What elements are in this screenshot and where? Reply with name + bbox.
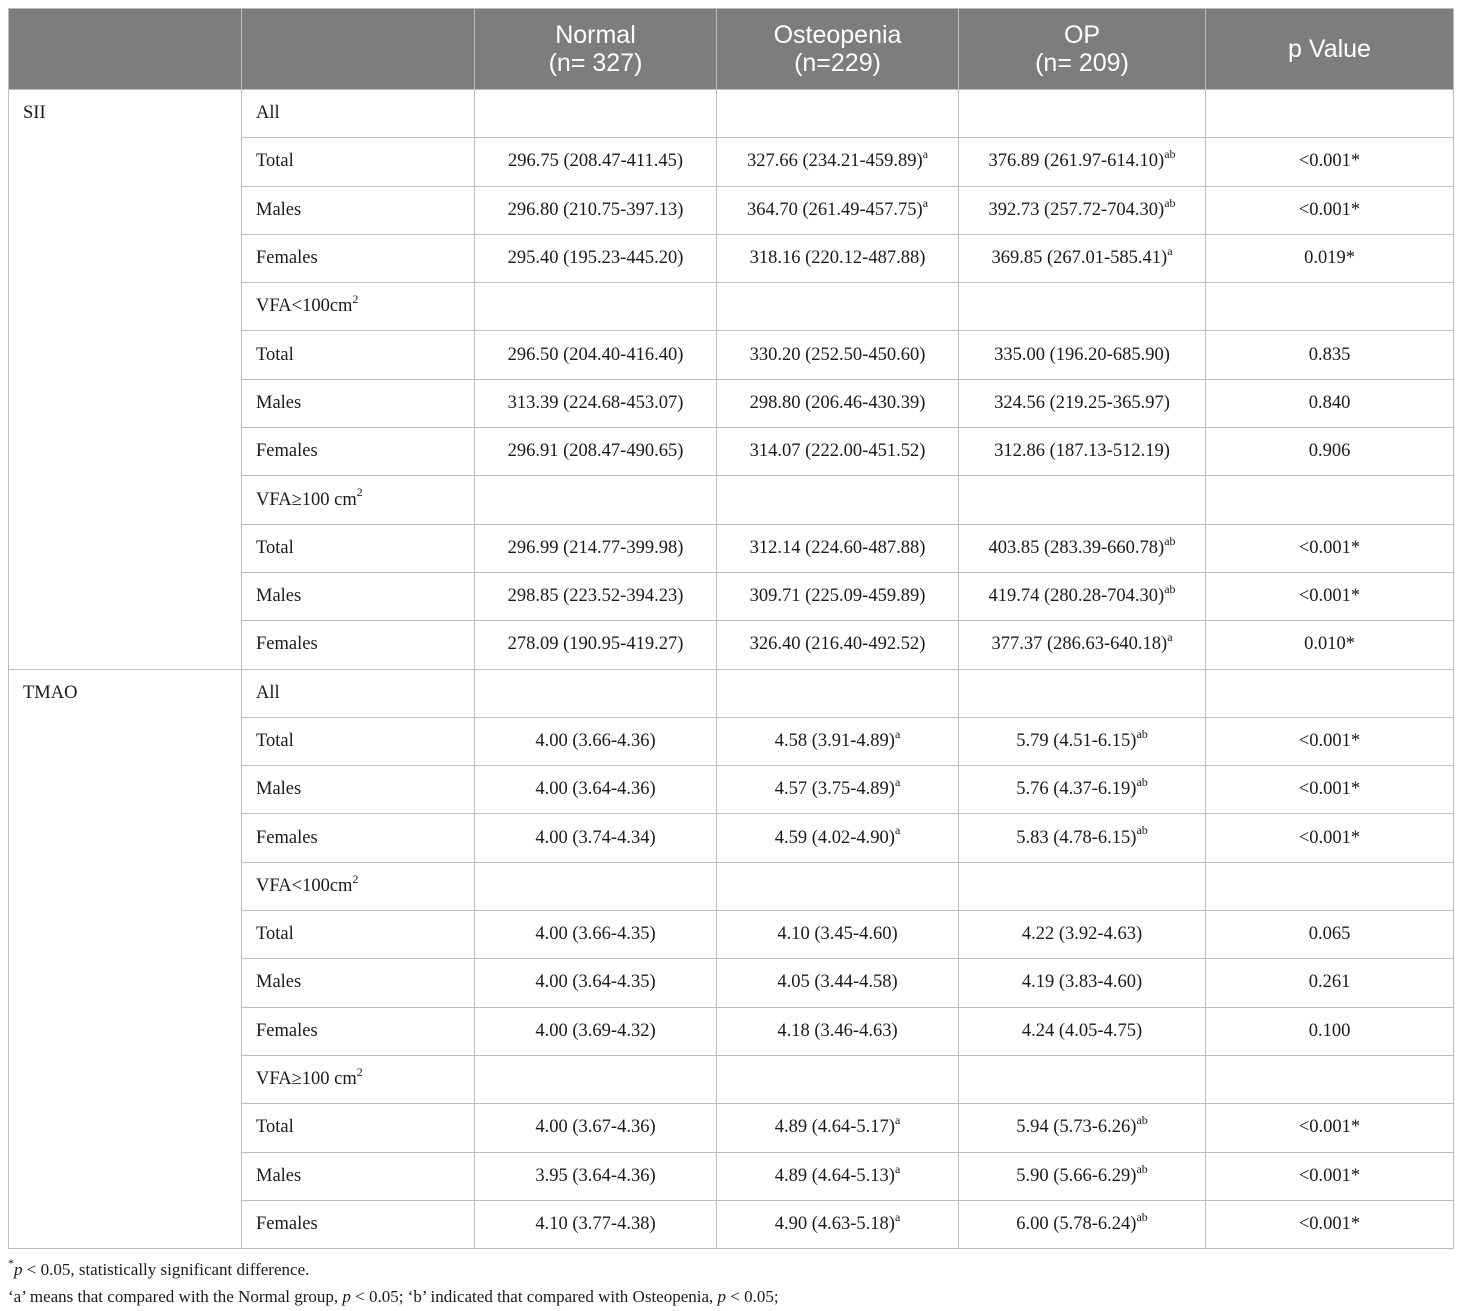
p-value-text: 0.065 [1308, 924, 1351, 945]
data-table [8, 8, 1454, 1249]
footnote-superscripts [8, 1283, 779, 1310]
normal-value [475, 331, 717, 379]
normal-value [475, 234, 717, 282]
p-value-text: <0.001* [1298, 1117, 1361, 1138]
row-label-text: Males [256, 779, 302, 800]
p-value-text: <0.001* [1298, 1165, 1361, 1186]
op-value [959, 428, 1206, 476]
significance-superscript: a [894, 1113, 901, 1128]
normal-value-text: 4.10 (3.77-4.38) [535, 1213, 656, 1234]
significance-superscript: ab [1164, 147, 1176, 162]
op-value-text: 403.85 (283.39-660.78) [988, 537, 1165, 558]
row-label-text: Females [256, 827, 318, 848]
p-value [1206, 283, 1454, 331]
footnote-significance [8, 1256, 779, 1283]
p-value-text: <0.001* [1298, 537, 1361, 558]
op-value-text: 377.37 (286.63-640.18) [991, 634, 1168, 655]
osteopenia-value-text: 312.14 (224.60-487.88) [749, 537, 926, 558]
op-value-text: 5.90 (5.66-6.29) [1016, 1165, 1137, 1186]
normal-value-text: 296.91 (208.47-490.65) [507, 441, 684, 462]
row-label [242, 959, 475, 1007]
p-value [1206, 862, 1454, 910]
section-row [9, 90, 1454, 138]
significance-superscript: ab [1136, 726, 1148, 741]
table-footnotes [8, 1256, 779, 1310]
footnote-end-text: < 0.05; [726, 1287, 779, 1306]
osteopenia-value-text: 4.57 (3.75-4.89) [774, 779, 895, 800]
row-label-text: VFA<100cm [256, 296, 353, 317]
significance-superscript: ab [1136, 775, 1148, 790]
p-value [1206, 331, 1454, 379]
op-value-text: 6.00 (5.78-6.24) [1016, 1213, 1137, 1234]
significance-superscript: ab [1136, 1209, 1148, 1224]
osteopenia-value [717, 1200, 959, 1248]
significance-superscript: a [894, 1161, 901, 1176]
p-value-text: 0.906 [1308, 441, 1351, 462]
normal-value [475, 814, 717, 862]
row-label-text: All [256, 103, 280, 124]
row-label-text: Females [256, 1213, 318, 1234]
op-value-text: 392.73 (257.72-704.30) [988, 199, 1165, 220]
row-label [242, 1007, 475, 1055]
osteopenia-value-text: 4.10 (3.45-4.60) [777, 924, 898, 945]
p-value-text: 0.840 [1308, 392, 1351, 413]
normal-value [475, 428, 717, 476]
asterisk-mark: * [8, 1256, 14, 1271]
header-cell-subgroup [242, 9, 475, 90]
p-value [1206, 669, 1454, 717]
op-value [959, 862, 1206, 910]
normal-value [475, 1055, 717, 1103]
p-value [1206, 1104, 1454, 1152]
row-label-text: Females [256, 441, 318, 462]
normal-value [475, 1007, 717, 1055]
row-label [242, 138, 475, 186]
normal-value-text: 4.00 (3.66-4.36) [535, 731, 656, 751]
osteopenia-value [717, 717, 959, 765]
normal-value [475, 524, 717, 572]
p-value [1206, 186, 1454, 234]
normal-value [475, 669, 717, 717]
row-label-text: Females [256, 634, 318, 655]
osteopenia-value [717, 138, 959, 186]
unit-superscript: 2 [352, 292, 359, 307]
row-label [242, 669, 475, 717]
op-value [959, 572, 1206, 620]
osteopenia-value [717, 911, 959, 959]
p-value [1206, 1152, 1454, 1200]
significance-superscript: a [894, 823, 901, 838]
normal-value [475, 959, 717, 1007]
unit-superscript: 2 [352, 871, 359, 886]
op-value [959, 1055, 1206, 1103]
p-value [1206, 90, 1454, 138]
osteopenia-value-text: 330.20 (252.50-450.60) [749, 344, 926, 365]
significance-superscript: a [1167, 243, 1173, 258]
row-label [242, 766, 475, 814]
row-label [242, 717, 475, 765]
osteopenia-value [717, 186, 959, 234]
op-value-text: 4.22 (3.92-4.63) [1021, 924, 1143, 945]
normal-value-text: 4.00 (3.69-4.32) [535, 1020, 656, 1041]
normal-value [475, 476, 717, 524]
normal-value-text: 4.00 (3.74-4.34) [535, 827, 656, 848]
header-row [9, 9, 1454, 90]
osteopenia-value-text: 364.70 (261.49-457.75) [746, 199, 923, 220]
osteopenia-value [717, 1152, 959, 1200]
op-value-text: 376.89 (261.97-614.10) [988, 151, 1165, 172]
osteopenia-value-text: 4.18 (3.46-4.63) [777, 1020, 898, 1041]
row-label [242, 911, 475, 959]
footnote-p-italic: p [717, 1287, 727, 1306]
op-value-text: 5.94 (5.73-6.26) [1016, 1117, 1137, 1138]
normal-value-text: 4.00 (3.64-4.35) [535, 972, 656, 993]
significance-superscript: ab [1136, 1161, 1148, 1176]
op-value-text: 312.86 (187.13-512.19) [994, 441, 1170, 462]
osteopenia-value [717, 669, 959, 717]
unit-superscript: 2 [356, 485, 363, 500]
significance-superscript: ab [1164, 195, 1176, 210]
row-label-text: Total [256, 731, 294, 751]
normal-value [475, 138, 717, 186]
row-label-text: Females [256, 1020, 318, 1041]
normal-value [475, 572, 717, 620]
op-value [959, 476, 1206, 524]
osteopenia-value-text: 4.90 (4.63-5.18) [774, 1213, 895, 1234]
op-value [959, 814, 1206, 862]
row-label-text: Males [256, 392, 302, 413]
header-cell-group [9, 9, 242, 90]
op-value-text: 419.74 (280.28-704.30) [988, 586, 1165, 607]
osteopenia-value-text: 4.89 (4.64-5.17) [774, 1117, 895, 1138]
group-name: SII [9, 90, 242, 670]
normal-value [475, 1152, 717, 1200]
row-label-text: Males [256, 199, 302, 220]
row-label-text: VFA≥100 cm [256, 489, 357, 510]
osteopenia-value-text: 318.16 (220.12-487.88) [749, 248, 926, 269]
osteopenia-value [717, 476, 959, 524]
op-value [959, 524, 1206, 572]
osteopenia-value [717, 572, 959, 620]
row-label-text: Males [256, 586, 302, 607]
osteopenia-value [717, 428, 959, 476]
osteopenia-value-text: 326.40 (216.40-492.52) [749, 634, 926, 655]
header-normal-n: (n= 327) [548, 49, 643, 77]
p-value [1206, 959, 1454, 1007]
osteopenia-value-text: 314.07 (222.00-451.52) [749, 441, 926, 462]
row-label [242, 572, 475, 620]
p-value-text: <0.001* [1298, 827, 1361, 848]
row-label [242, 862, 475, 910]
op-value-text: 335.00 (196.20-685.90) [994, 344, 1170, 365]
osteopenia-value-text: 309.71 (225.09-459.89) [749, 586, 926, 607]
op-value-text: 5.79 (4.51-6.15) [1016, 731, 1137, 751]
normal-value-text: 313.39 (224.68-453.07) [507, 392, 684, 413]
header-cell-normal [475, 9, 717, 90]
osteopenia-value [717, 1007, 959, 1055]
op-value-text: 5.76 (4.37-6.19) [1016, 779, 1137, 800]
osteopenia-value [717, 621, 959, 669]
p-value-text: <0.001* [1298, 151, 1361, 172]
row-label [242, 283, 475, 331]
p-value [1206, 1007, 1454, 1055]
op-value [959, 1152, 1206, 1200]
op-value [959, 379, 1206, 427]
row-label-text: Total [256, 344, 294, 365]
op-value [959, 1007, 1206, 1055]
row-label-text: Males [256, 972, 302, 993]
row-label-text: VFA<100cm [256, 875, 353, 896]
normal-value-text: 298.85 (223.52-394.23) [507, 586, 684, 607]
osteopenia-value-text: 4.89 (4.64-5.13) [774, 1165, 895, 1186]
osteopenia-value [717, 1055, 959, 1103]
osteopenia-value-text: 4.58 (3.91-4.89) [774, 731, 895, 751]
op-value-text: 4.19 (3.83-4.60) [1021, 972, 1143, 993]
osteopenia-value-text: 4.05 (3.44-4.58) [777, 972, 898, 993]
normal-value [475, 1200, 717, 1248]
normal-value-text: 3.95 (3.64-4.36) [535, 1165, 656, 1186]
significance-superscript: ab [1164, 533, 1176, 548]
p-value [1206, 717, 1454, 765]
op-value [959, 959, 1206, 1007]
normal-value-text: 4.00 (3.66-4.35) [535, 924, 656, 945]
table-header [9, 9, 1454, 90]
op-value [959, 1104, 1206, 1152]
row-label-text: Total [256, 151, 294, 172]
op-value [959, 138, 1206, 186]
p-value-text: <0.001* [1298, 731, 1361, 751]
footnote-b-text: < 0.05; ‘b’ indicated that compared with Osteopenia, [350, 1287, 718, 1306]
normal-value [475, 283, 717, 331]
op-value [959, 621, 1206, 669]
p-value [1206, 234, 1454, 282]
op-value [959, 1200, 1206, 1248]
normal-value-text: 295.40 (195.23-445.20) [507, 248, 684, 269]
significance-superscript: a [894, 726, 901, 741]
osteopenia-value-text: 327.66 (234.21-459.89) [746, 151, 923, 172]
normal-value [475, 379, 717, 427]
footnote-a-text: ‘a’ means that compared with the Normal group, [8, 1287, 343, 1306]
p-value [1206, 476, 1454, 524]
osteopenia-value [717, 331, 959, 379]
header-osteopenia-n: (n=229) [794, 49, 881, 77]
normal-value [475, 911, 717, 959]
significance-superscript: a [1167, 630, 1173, 645]
significance-superscript: a [922, 195, 929, 210]
normal-value [475, 186, 717, 234]
p-value [1206, 524, 1454, 572]
footnote-p-italic: p [14, 1260, 23, 1279]
row-label [242, 1055, 475, 1103]
p-value-text: 0.010* [1304, 634, 1355, 655]
p-value [1206, 1200, 1454, 1248]
significance-superscript: a [894, 775, 901, 790]
section-row [9, 669, 1454, 717]
table-body [9, 90, 1454, 1249]
header-cell-osteopenia [717, 9, 959, 90]
row-label [242, 234, 475, 282]
p-value-text: 0.100 [1308, 1020, 1351, 1041]
op-value [959, 911, 1206, 959]
normal-value [475, 90, 717, 138]
normal-value-text: 296.80 (210.75-397.13) [507, 199, 684, 220]
p-value [1206, 379, 1454, 427]
significance-superscript: ab [1164, 581, 1176, 596]
row-label-text: VFA≥100 cm [256, 1069, 357, 1090]
row-label [242, 814, 475, 862]
normal-value [475, 862, 717, 910]
normal-value [475, 717, 717, 765]
row-label-text: Total [256, 924, 294, 945]
osteopenia-value-text: 4.59 (4.02-4.90) [774, 827, 895, 848]
footnote-significance-text: < 0.05, statistically significant difference. [22, 1260, 310, 1279]
op-value [959, 717, 1206, 765]
op-value [959, 669, 1206, 717]
row-label [242, 428, 475, 476]
op-value [959, 186, 1206, 234]
op-value-text: 4.24 (4.05-4.75) [1021, 1020, 1143, 1041]
op-value-text: 324.56 (219.25-365.97) [994, 392, 1170, 413]
op-value [959, 283, 1206, 331]
op-value [959, 234, 1206, 282]
op-value-text: 369.85 (267.01-585.41) [991, 248, 1168, 269]
row-label-text: Total [256, 1117, 294, 1138]
footnote-p-italic: p [342, 1287, 351, 1306]
p-value [1206, 621, 1454, 669]
p-value-text: <0.001* [1298, 1213, 1361, 1234]
normal-value-text: 296.99 (214.77-399.98) [507, 537, 684, 558]
row-label [242, 1152, 475, 1200]
row-label [242, 476, 475, 524]
op-value [959, 90, 1206, 138]
p-value-text: <0.001* [1298, 779, 1361, 800]
osteopenia-value [717, 283, 959, 331]
row-label-text: All [256, 682, 280, 703]
osteopenia-value [717, 814, 959, 862]
op-value [959, 331, 1206, 379]
header-osteopenia-name: Osteopenia [773, 21, 902, 49]
op-value [959, 766, 1206, 814]
osteopenia-value [717, 379, 959, 427]
osteopenia-value [717, 234, 959, 282]
row-label [242, 90, 475, 138]
header-normal-name: Normal [555, 21, 636, 49]
p-value [1206, 572, 1454, 620]
row-label [242, 1200, 475, 1248]
p-value [1206, 814, 1454, 862]
osteopenia-value [717, 862, 959, 910]
group-name: TMAO [9, 669, 242, 1249]
header-cell-p-value: p Value [1206, 9, 1454, 90]
row-label [242, 1104, 475, 1152]
header-cell-op [959, 9, 1206, 90]
p-value [1206, 1055, 1454, 1103]
row-label [242, 186, 475, 234]
row-label-text: Males [256, 1165, 302, 1186]
row-label [242, 524, 475, 572]
osteopenia-value [717, 766, 959, 814]
significance-superscript: a [922, 147, 929, 162]
normal-value [475, 621, 717, 669]
row-label-text: Total [256, 537, 294, 558]
p-value [1206, 911, 1454, 959]
osteopenia-value-text: 298.80 (206.46-430.39) [749, 392, 926, 413]
normal-value [475, 1104, 717, 1152]
op-value-text: 5.83 (4.78-6.15) [1016, 827, 1137, 848]
p-value-text: <0.001* [1298, 199, 1361, 220]
row-label [242, 379, 475, 427]
p-value [1206, 138, 1454, 186]
header-op-n: (n= 209) [1035, 49, 1129, 77]
significance-superscript: a [894, 1209, 901, 1224]
significance-superscript: ab [1136, 823, 1148, 838]
p-value-text: 0.019* [1304, 248, 1355, 269]
osteopenia-value [717, 959, 959, 1007]
row-label [242, 621, 475, 669]
osteopenia-value [717, 90, 959, 138]
p-value [1206, 766, 1454, 814]
header-op-name: OP [1063, 21, 1101, 49]
unit-superscript: 2 [356, 1064, 363, 1079]
normal-value-text: 278.09 (190.95-419.27) [507, 634, 684, 655]
osteopenia-value [717, 524, 959, 572]
osteopenia-value [717, 1104, 959, 1152]
normal-value-text: 4.00 (3.64-4.36) [535, 779, 656, 800]
significance-superscript: ab [1136, 1113, 1148, 1128]
row-label [242, 331, 475, 379]
normal-value [475, 766, 717, 814]
p-value-text: 0.835 [1308, 344, 1351, 365]
row-label-text: Females [256, 248, 318, 269]
normal-value-text: 4.00 (3.67-4.36) [535, 1117, 656, 1138]
normal-value-text: 296.75 (208.47-411.45) [507, 151, 684, 172]
p-value [1206, 428, 1454, 476]
normal-value-text: 296.50 (204.40-416.40) [507, 344, 684, 365]
p-value-text: 0.261 [1308, 972, 1351, 993]
p-value-text: <0.001* [1298, 586, 1361, 607]
